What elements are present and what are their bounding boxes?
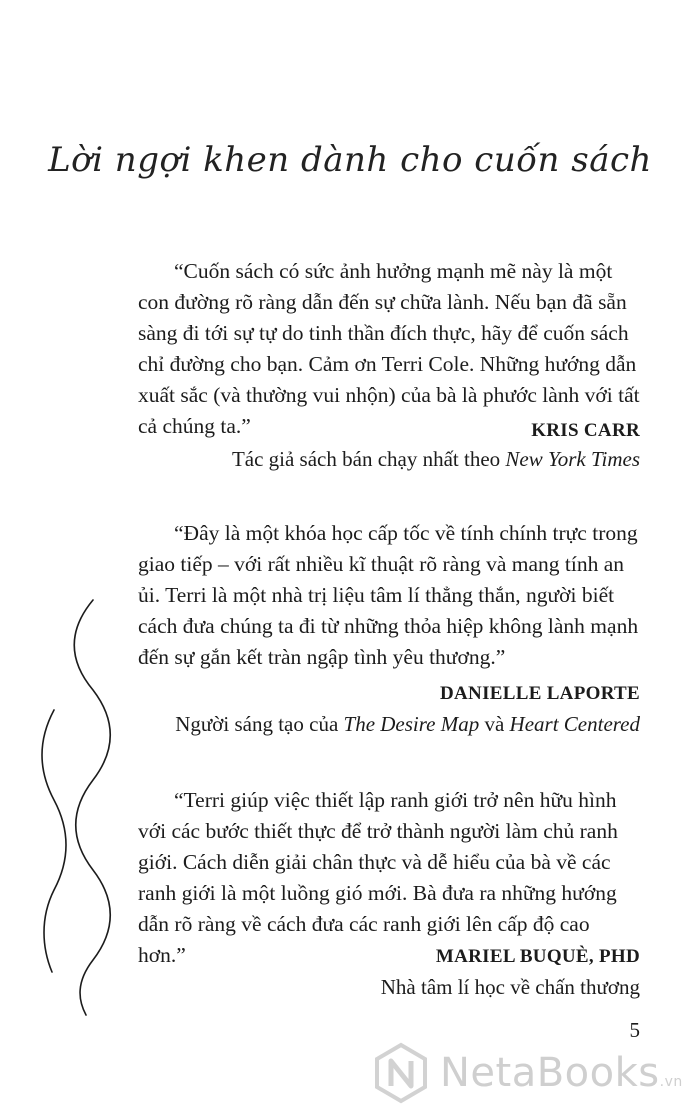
testimonial-quote-1 [138, 256, 640, 442]
role-text: Tác giả sách bán chạy nhất theo [231, 447, 506, 471]
role-work-2: Heart Centered [509, 712, 640, 736]
watermark-name: NetaBooks [440, 1050, 660, 1096]
testimonial-quote-2 [138, 518, 640, 673]
testimonial-role-3: Nhà tâm lí học về chấn thương [380, 975, 640, 999]
netabooks-logo-icon [370, 1042, 432, 1104]
role-conjunction: và [479, 712, 510, 736]
watermark-suffix: .vn [659, 1074, 683, 1090]
testimonial-quote-3 [138, 785, 640, 971]
testimonial-author-3: MARIEL BUQUÈ, PHD [435, 946, 640, 967]
page-number: 5 [629, 1018, 640, 1042]
page-title: Lời ngợi khen dành cho cuốn sách [48, 140, 652, 180]
role-work-1: The Desire Map [343, 712, 480, 736]
testimonial-author-1: KRIS CARR [531, 420, 640, 441]
testimonial-role-1 [232, 447, 640, 472]
quote-text: “Cuốn sách có sức ảnh hưởng mạnh mẽ này là một con đường rõ ràng dẫn đến sự chữa lành. Nếu bạn đã sẵn sàng đi tới sự tự do tinh thần đích thực, hãy để cuốn sách chỉ đường cho bạn. Cảm ơn Terri Cole. Những hướng dẫn xuất sắc (và thường vui nhộn) của bà là phước lành với tất cả chúng ta.” [138, 259, 640, 438]
quote-text: “Đây là một khóa học cấp tốc về tính chính trực trong giao tiếp – với rất nhiều kĩ thuật rõ ràng và mang tính an ủi. Terri là một nhà trị liệu tâm lí thẳng thắn, người biết cách đưa chúng ta đi từ những thỏa hiệp không lành mạnh đến sự gắn kết tràn ngập tình yêu thương.” [138, 521, 639, 669]
testimonial-author-2: DANIELLE LAPORTE [440, 683, 640, 704]
role-text: Người sáng tạo của [175, 712, 344, 736]
wavy-lines-decoration [38, 590, 128, 1020]
quote-text: “Terri giúp việc thiết lập ranh giới trở nên hữu hình với các bước thiết thực để trở thành người làm chủ ranh giới. Cách diễn giải chân thực và dễ hiểu của bà về các ranh giới là một luồng gió mới. Bà đưa ra những hướng dẫn rõ ràng về cách đưa các ranh giới lên cấp độ cao hơn.” [138, 788, 618, 967]
watermark-text [440, 1050, 683, 1096]
role-publication: New York Times [505, 447, 640, 471]
watermark-logo [370, 1036, 690, 1110]
testimonial-role-2 [175, 712, 640, 737]
